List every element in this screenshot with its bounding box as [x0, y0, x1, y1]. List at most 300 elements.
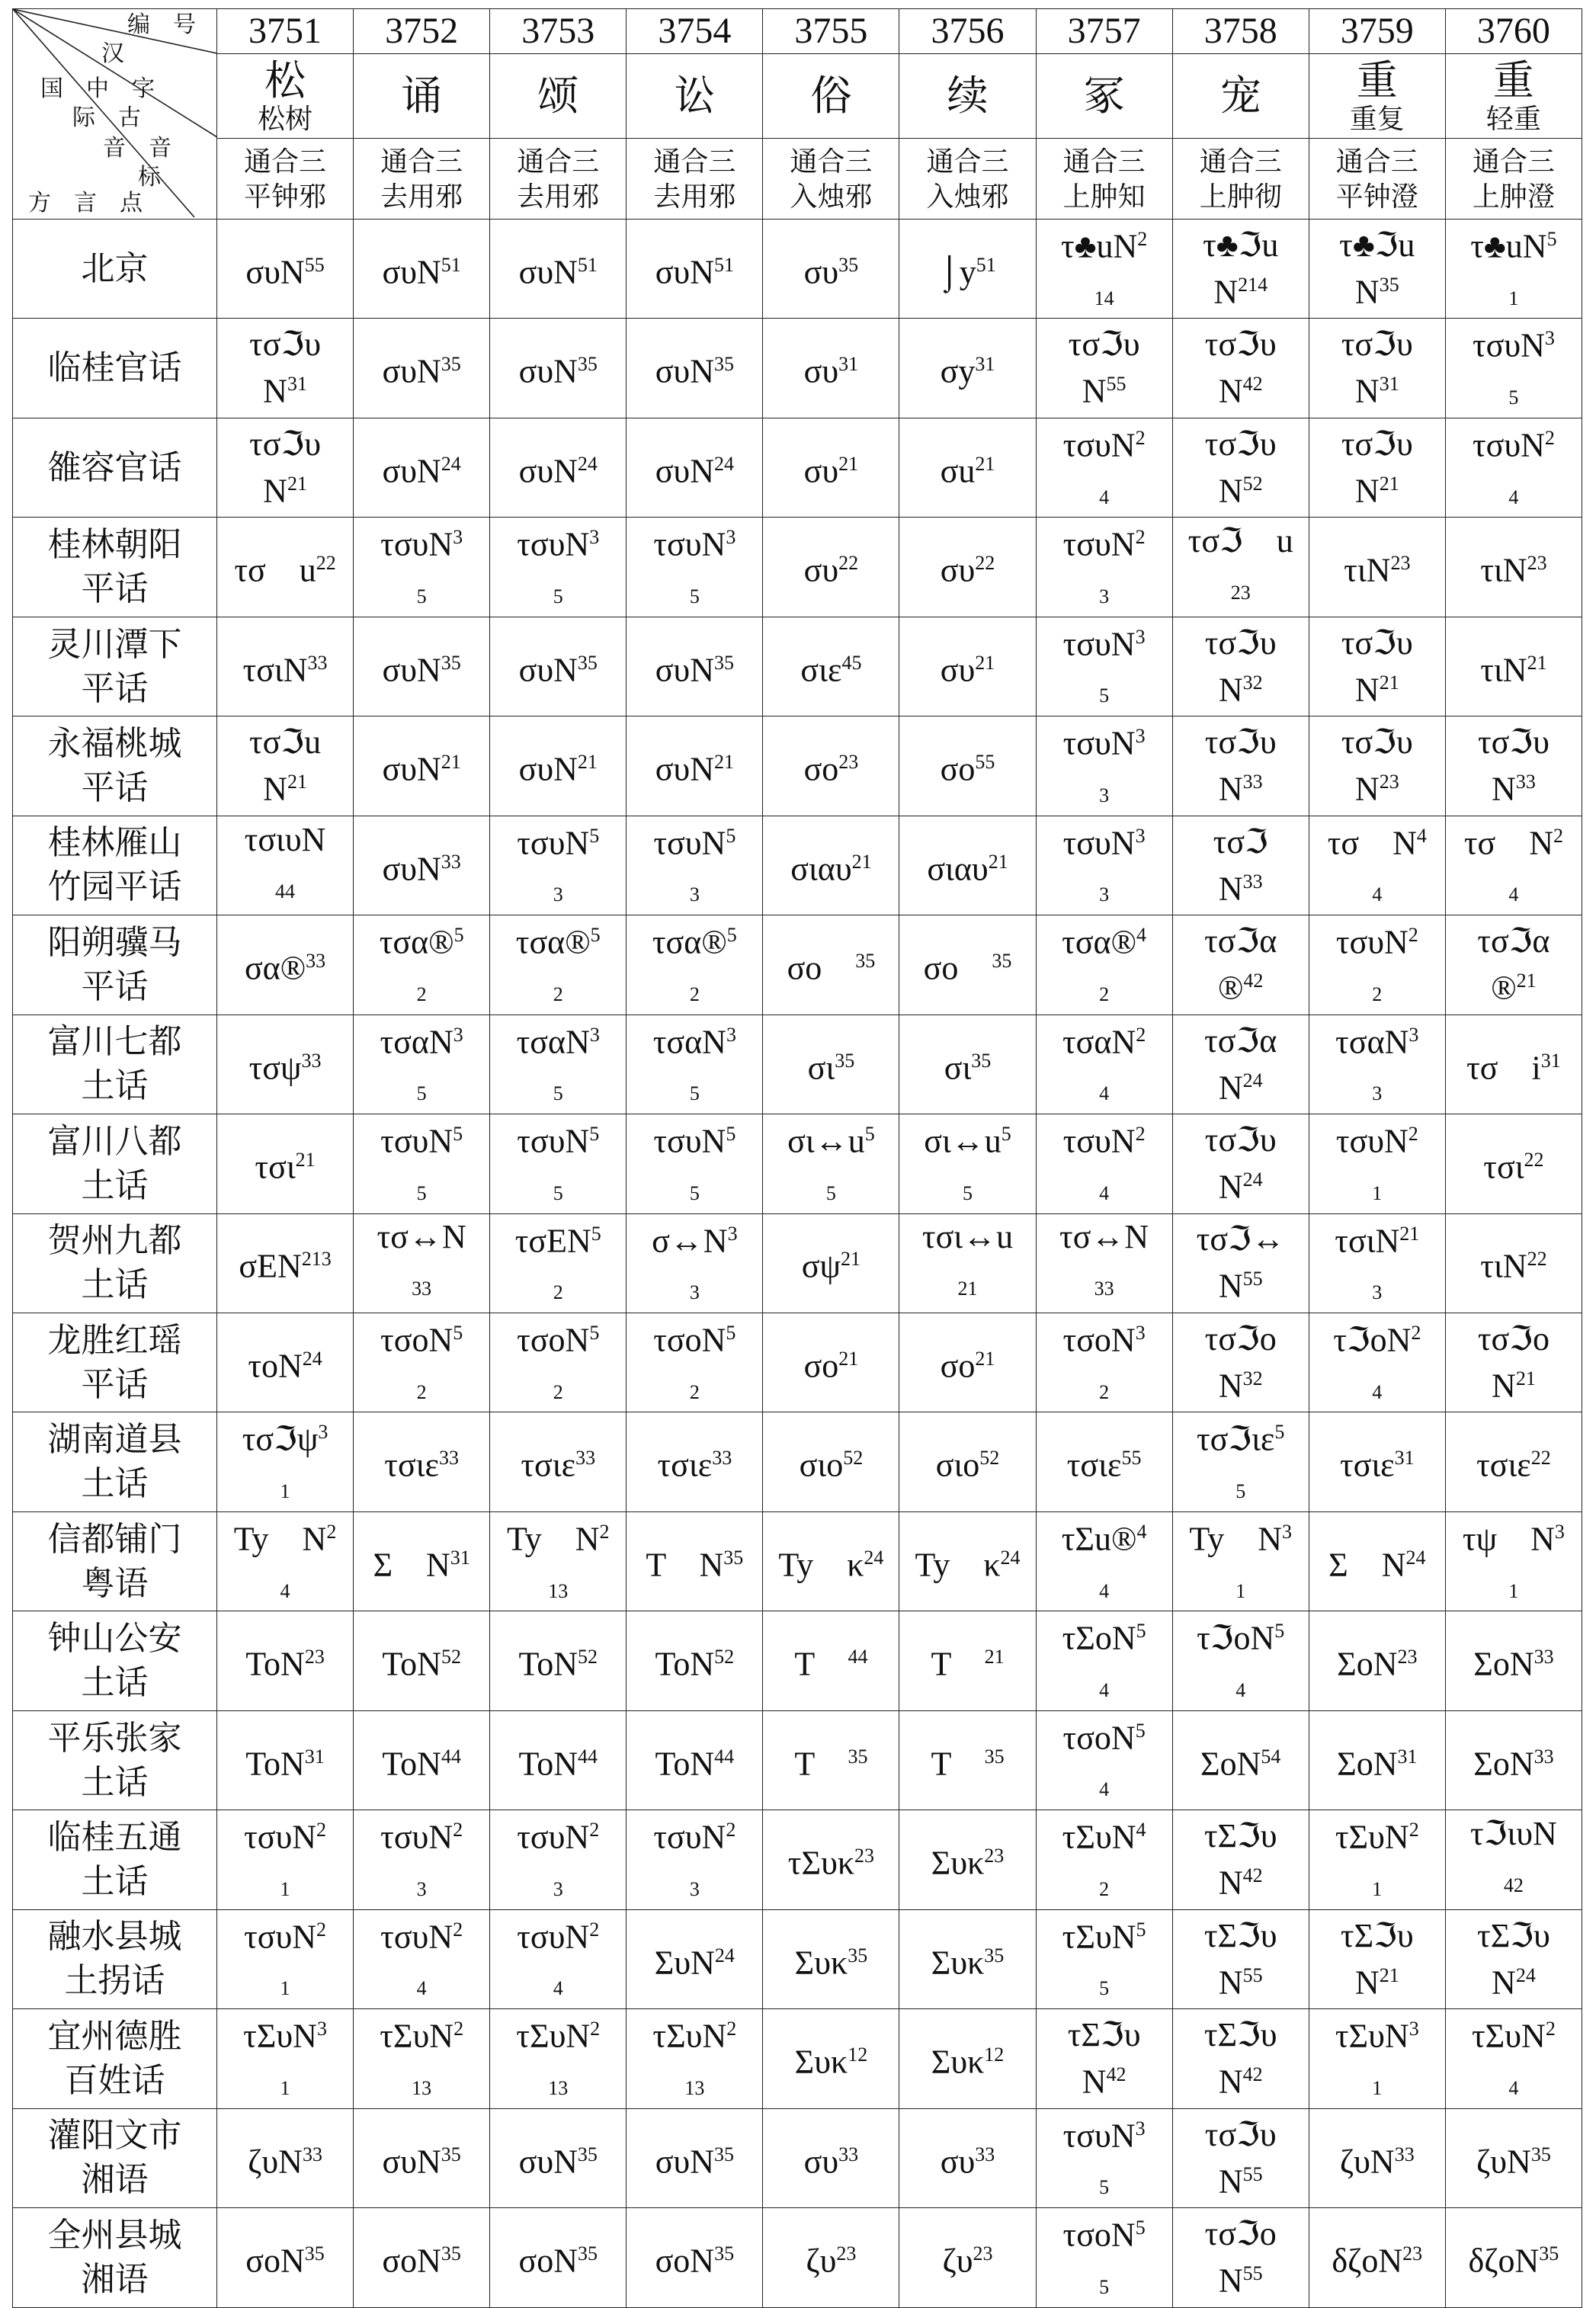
pronunciation-cell [899, 319, 1036, 418]
pronunciation-base: τσψ [248, 1049, 302, 1087]
pronunciation-cell [1309, 220, 1445, 319]
pronunciation-cell [1036, 1611, 1172, 1710]
dialect-place-line1: 阳朔骥马 [47, 922, 182, 962]
dialect-place-line1: 桂林雁山 [47, 823, 182, 863]
tone-superscript: 3 [1135, 1321, 1146, 1344]
pronunciation-cell [490, 716, 627, 816]
pronunciation-line1 [1037, 220, 1172, 267]
tone-superscript: 32 [1242, 671, 1263, 694]
tone-superscript: 21 [1515, 1367, 1536, 1390]
dialect-place-line1: 雒容官话 [47, 447, 182, 487]
pronunciation-continuation: N [1218, 1864, 1243, 1902]
pronunciation-line1 [217, 325, 353, 364]
pronunciation-line1 [1446, 2135, 1582, 2182]
pronunciation-line2 [627, 1261, 762, 1313]
tone-subscript: 4 [553, 1977, 563, 2000]
tone-superscript: 24 [577, 452, 598, 475]
tone-superscript: 21 [975, 1347, 995, 1370]
pronunciation-line1 [899, 1438, 1035, 1486]
pronunciation-line1 [627, 1015, 762, 1063]
pronunciation-cell [1445, 1909, 1582, 2008]
pronunciation-base: συN [245, 253, 305, 291]
pronunciation-line2 [1446, 1956, 1582, 2003]
tone-superscript: 22 [316, 552, 336, 575]
dialect-place-line2: 粤语 [81, 1563, 149, 1603]
pronunciation-base: τσℑυ [1204, 1120, 1277, 1159]
pronunciation-line1 [627, 245, 762, 293]
pronunciation-base: τσℑυ [1204, 325, 1277, 364]
tone-superscript: 5 [589, 824, 600, 847]
pronunciation-line1 [763, 643, 899, 691]
tone-subscript: 5 [689, 1181, 700, 1204]
pronunciation-cell [1445, 319, 1582, 418]
pronunciation-line2 [490, 1062, 626, 1114]
tone-superscript: 23 [854, 1845, 875, 1867]
pronunciation-cell [763, 2108, 899, 2207]
pronunciation-line1 [1037, 1114, 1172, 1162]
pronunciation-line1 [490, 444, 626, 492]
pronunciation-continuation: N [1218, 472, 1243, 510]
tone-superscript: 3 [589, 526, 600, 549]
tone-superscript: 31 [304, 1745, 325, 1768]
pronunciation-line2 [217, 1957, 353, 2008]
pronunciation-cell [627, 418, 763, 517]
tone-superscript: 42 [1242, 1864, 1263, 1887]
pronunciation-cell [1445, 1313, 1582, 1412]
pronunciation-cell [763, 1611, 899, 1710]
pronunciation-line1 [354, 2135, 489, 2182]
tone-subscript: 33 [1094, 1277, 1114, 1300]
tone-superscript: 31 [1379, 373, 1399, 396]
tone-superscript: 21 [1527, 651, 1547, 674]
tone-superscript: 22 [1527, 1248, 1547, 1271]
tone-superscript: 21 [441, 751, 461, 774]
pronunciation-cell [490, 518, 627, 617]
tone-superscript: 35 [984, 1745, 1005, 1768]
pronunciation-cell [627, 2208, 763, 2307]
column-class-line2: 平钟邪 [244, 181, 327, 212]
pronunciation-line1 [217, 1239, 353, 1287]
tone-subscript: 5 [963, 1181, 973, 1204]
pronunciation-base: τσυN [1335, 1122, 1409, 1160]
column-character-note: 松树 [258, 104, 313, 134]
pronunciation-line1 [1309, 1810, 1445, 1858]
tone-subscript: 5 [1508, 386, 1519, 409]
pronunciation-cell [899, 518, 1036, 617]
table-row [13, 319, 1582, 418]
pronunciation-line1 [763, 842, 899, 890]
pronunciation-cell [1036, 2108, 1172, 2207]
pronunciation-line1 [354, 742, 489, 790]
pronunciation-line2 [1037, 2055, 1172, 2102]
pronunciation-base: τσℑα [1204, 922, 1277, 960]
column-class-cell [490, 139, 627, 220]
pronunciation-cell [1172, 1213, 1309, 1313]
tone-superscript: 21 [713, 751, 734, 774]
dialect-place-line1: 富川七都 [47, 1022, 182, 1062]
pronunciation-cell [217, 716, 354, 816]
pronunciation-line2 [1173, 2254, 1309, 2301]
pronunciation-cell [490, 2208, 627, 2307]
pronunciation-base: τσℑυ [1341, 723, 1413, 761]
pronunciation-line1 [1446, 319, 1582, 366]
pronunciation-cell [763, 816, 899, 915]
tone-subscript: 5 [553, 1181, 563, 1204]
pronunciation-line1 [1309, 2135, 1445, 2182]
pronunciation-line2 [1309, 464, 1445, 511]
pronunciation-cell [1172, 1909, 1309, 2008]
pronunciation-base: τΣυκ [787, 1844, 855, 1882]
pronunciation-continuation: N [1218, 671, 1243, 709]
dialect-place-line1: 富川八都 [47, 1121, 182, 1161]
pronunciation-base: τσι [1483, 1148, 1524, 1186]
pronunciation-cell [354, 915, 490, 1015]
pronunciation-base: τιN [1344, 551, 1391, 589]
pronunciation-base: τσoN [1062, 2216, 1136, 2254]
pronunciation-line1 [627, 1438, 762, 1486]
pronunciation-line2 [354, 1858, 489, 1909]
pronunciation-line1 [627, 345, 762, 392]
pronunciation-line1 [1446, 2234, 1582, 2281]
pronunciation-cell [217, 1511, 354, 1611]
tone-subscript: 1 [1372, 1181, 1383, 1204]
pronunciation-line2 [1173, 561, 1309, 613]
pronunciation-line1 [1309, 723, 1445, 762]
pronunciation-base: τιN [1480, 651, 1527, 689]
pronunciation-base: Σ N [373, 1546, 450, 1584]
pronunciation-base: τσℑο [1204, 1319, 1277, 1358]
pronunciation-base: ζυN [1476, 2143, 1531, 2181]
pronunciation-line1 [899, 2035, 1035, 2082]
tone-superscript: 3 [1544, 327, 1555, 350]
pronunciation-line2 [1037, 2255, 1172, 2307]
pronunciation-line1 [1446, 1737, 1582, 1784]
pronunciation-base: σιο [799, 1446, 844, 1484]
pronunciation-cell [1309, 716, 1445, 816]
tone-superscript: 51 [577, 253, 598, 276]
tone-superscript: 33 [1242, 771, 1263, 793]
dialect-place-cell [13, 1114, 217, 1213]
tone-superscript: 31 [1540, 1049, 1561, 1072]
tone-superscript: 2 [1135, 426, 1146, 449]
column-class-line1: 通合三 [1472, 146, 1555, 177]
pronunciation-base: τσ↔N [377, 1218, 466, 1256]
pronunciation-line2 [217, 464, 353, 511]
pronunciation-line2 [354, 1062, 489, 1114]
pronunciation-cell [354, 518, 490, 617]
pronunciation-cell [899, 617, 1036, 716]
tone-superscript: 2 [590, 2018, 601, 2040]
column-class-cell [1309, 139, 1445, 220]
pronunciation-line1 [1037, 2015, 1172, 2055]
tone-superscript: 2 [1135, 1123, 1146, 1146]
pronunciation-line2 [217, 762, 353, 809]
tone-subscript: 4 [1099, 1579, 1110, 1602]
pronunciation-cell [899, 816, 1036, 915]
pronunciation-cell [1172, 617, 1309, 716]
dialect-place-line1: 临桂官话 [47, 348, 182, 388]
pronunciation-line1 [217, 2009, 353, 2056]
corner-label-dialect-point: 方 言 点 [28, 191, 143, 216]
pronunciation-base: τΣℑυ [1340, 1916, 1414, 1954]
pronunciation-line2 [899, 1257, 1035, 1309]
pronunciation-line2 [1037, 1062, 1172, 1114]
pronunciation-continuation: N [1218, 2162, 1243, 2201]
tone-superscript: 5 [1546, 228, 1557, 250]
pronunciation-line1 [1173, 1916, 1309, 1956]
pronunciation-line1 [490, 1737, 626, 1784]
tone-superscript: 24 [1242, 1168, 1263, 1191]
tone-superscript: 35 [848, 1745, 868, 1768]
pronunciation-base: ΣoN [1337, 1645, 1398, 1683]
pronunciation-line2 [490, 863, 626, 915]
pronunciation-line1 [627, 2135, 762, 2182]
pronunciation-line2 [1309, 1361, 1445, 1412]
dialect-place-cell [13, 1710, 217, 1810]
tone-superscript: 35 [441, 2242, 461, 2265]
column-class-line2: 入烛邪 [790, 181, 873, 212]
pronunciation-line1 [1309, 1114, 1445, 1162]
tone-superscript: 35 [713, 651, 734, 674]
dialect-place-line1: 桂林朝阳 [47, 525, 182, 565]
pronunciation-base: σι [807, 1049, 835, 1087]
pronunciation-cell [217, 2108, 354, 2207]
pronunciation-base: τσℑα [1204, 1021, 1277, 1059]
pronunciation-line1 [1173, 1611, 1309, 1659]
pronunciation-cell [1445, 1015, 1582, 1114]
tone-subscript: 4 [1099, 1082, 1110, 1105]
pronunciation-line1 [1446, 1041, 1582, 1088]
pronunciation-cell [1445, 418, 1582, 517]
tone-superscript: 5 [1136, 1918, 1146, 1941]
tone-subscript: 2 [553, 1281, 563, 1303]
pronunciation-line1 [1173, 2214, 1309, 2254]
column-class-line1: 通合三 [380, 146, 463, 177]
dialect-place-cell [13, 418, 217, 517]
pronunciation-cell [1036, 2208, 1172, 2307]
pronunciation-cell [763, 2009, 899, 2108]
tone-superscript: 2 [1544, 426, 1555, 449]
pronunciation-line1 [899, 2135, 1035, 2182]
tone-superscript: 21 [1379, 671, 1399, 694]
pronunciation-cell [1172, 1313, 1309, 1412]
pronunciation-line1 [1446, 1916, 1582, 1956]
pronunciation-continuation: N [1492, 1963, 1516, 2002]
pronunciation-cell [1036, 1909, 1172, 2008]
pronunciation-base: τσυN [517, 1918, 590, 1956]
pronunciation-base: τσ N [1327, 824, 1417, 862]
pronunciation-continuation: N [1082, 373, 1107, 410]
pronunciation-line2 [1173, 464, 1309, 511]
pronunciation-cell [763, 915, 899, 1015]
column-character-cell [1309, 54, 1445, 139]
tone-superscript: 55 [1242, 1268, 1263, 1290]
pronunciation-line1 [217, 2234, 353, 2281]
tone-superscript: 42 [1242, 373, 1263, 396]
pronunciation-line1 [1446, 1637, 1582, 1685]
tone-subscript: 3 [689, 1281, 700, 1303]
pronunciation-line1 [490, 2234, 626, 2281]
pronunciation-cell [1445, 1511, 1582, 1611]
tone-superscript: 21 [975, 452, 995, 475]
column-number-cell: 3758 [1172, 9, 1309, 54]
tone-superscript: 2 [1409, 1819, 1419, 1842]
pronunciation-line2 [1173, 364, 1309, 412]
pronunciation-line1 [899, 543, 1035, 591]
dialect-place-cell [13, 915, 217, 1015]
pronunciation-base: τℑoN [1333, 1321, 1412, 1359]
pronunciation-cell [1445, 518, 1582, 617]
pronunciation-line2 [1173, 1460, 1309, 1511]
pronunciation-line1 [1309, 2234, 1445, 2281]
pronunciation-base: τΣℑυ [1203, 2016, 1277, 2054]
pronunciation-base: τσ i [1466, 1049, 1541, 1087]
pronunciation-base: τσℑυ [249, 425, 321, 463]
pronunciation-line1 [354, 1217, 489, 1257]
column-character-cell [899, 54, 1036, 139]
column-character: 诵 [401, 73, 443, 119]
pronunciation-base: συN [382, 452, 441, 490]
pronunciation-line1 [1037, 1810, 1172, 1858]
pronunciation-base: τσυN [653, 824, 726, 862]
pronunciation-cell [1036, 220, 1172, 319]
table-row [13, 1710, 1582, 1810]
pronunciation-line2 [1173, 2055, 1309, 2102]
tone-superscript: 24 [1242, 1069, 1263, 1091]
tone-subscript: 14 [1094, 287, 1114, 309]
tone-superscript: 3 [1135, 824, 1146, 847]
pronunciation-cell [354, 1412, 490, 1511]
pronunciation-continuation: N [263, 472, 287, 510]
pronunciation-line2 [1446, 366, 1582, 418]
tone-superscript: 35 [713, 2143, 734, 2165]
pronunciation-line2 [1037, 1361, 1172, 1412]
pronunciation-line1 [217, 723, 353, 762]
pronunciation-line1 [354, 1438, 489, 1486]
pronunciation-base: συN [518, 2143, 578, 2181]
tone-subscript: 1 [280, 1479, 290, 1502]
pronunciation-cell [1309, 418, 1445, 517]
pronunciation-line2 [1037, 267, 1172, 319]
table-row [13, 617, 1582, 716]
pronunciation-line2 [1173, 862, 1309, 909]
pronunciation-line1 [490, 1910, 626, 1957]
pronunciation-line1 [1446, 2009, 1582, 2056]
tone-subscript: 4 [1508, 883, 1519, 906]
pronunciation-line1 [217, 1810, 353, 1858]
tone-superscript: 35 [714, 2242, 735, 2265]
pronunciation-cell [899, 2009, 1036, 2108]
dialect-place-line2: 湘语 [81, 2259, 149, 2299]
pronunciation-cell [1172, 220, 1309, 319]
pronunciation-cell [763, 1015, 899, 1114]
tone-subscript: 4 [1372, 883, 1383, 906]
pronunciation-base: σιο [935, 1446, 980, 1484]
pronunciation-line2 [627, 2056, 762, 2108]
column-character-note: 重复 [1349, 104, 1405, 134]
pronunciation-cell [490, 1412, 627, 1511]
column-class-line1: 通合三 [790, 146, 873, 177]
tone-superscript: 33 [302, 2143, 322, 2165]
tone-subscript: 5 [1099, 2176, 1110, 2199]
pronunciation-cell [1036, 617, 1172, 716]
pronunciation-line1 [1173, 1120, 1309, 1160]
pronunciation-base: τσι↔u [921, 1218, 1014, 1256]
pronunciation-base: συN [655, 750, 714, 788]
pronunciation-base: τΣυN [1471, 2017, 1546, 2055]
pronunciation-base: τσιN [1335, 1222, 1400, 1260]
column-class-cell [354, 139, 490, 220]
tone-subscript: 1 [1508, 287, 1519, 309]
tone-superscript: 23 [984, 1845, 1005, 1867]
pronunciation-base: τιN [1480, 1248, 1527, 1286]
pronunciation-cell [217, 220, 354, 319]
pronunciation-line2 [1446, 1359, 1582, 1406]
tone-superscript: 44 [714, 1745, 735, 1768]
pronunciation-cell [763, 1511, 899, 1611]
pronunciation-base: τσυN [380, 1818, 453, 1856]
pronunciation-line2 [627, 1062, 762, 1114]
pronunciation-base: τσιυN [244, 820, 326, 858]
pronunciation-cell [1445, 1611, 1582, 1710]
dialect-place-cell [13, 1213, 217, 1313]
tone-superscript: 35 [1530, 2143, 1551, 2165]
pronunciation-line2 [1173, 762, 1309, 809]
tone-superscript: 5 [726, 1321, 736, 1344]
column-character: 松 [264, 58, 306, 104]
pronunciation-base: Σ N [1328, 1546, 1406, 1584]
pronunciation-line1 [1037, 325, 1172, 364]
table-row [13, 2009, 1582, 2108]
pronunciation-base: ΣoN [1200, 1745, 1261, 1783]
tone-superscript: 2 [1411, 1321, 1421, 1344]
tone-superscript: 24 [1000, 1546, 1021, 1569]
tone-superscript: 35 [723, 1546, 744, 1569]
tone-superscript: 3 [1135, 725, 1146, 748]
pronunciation-base: Συκ [931, 1844, 985, 1882]
pronunciation-line1 [763, 1438, 899, 1486]
pronunciation-base: τΣℑυ [1203, 1817, 1277, 1855]
pronunciation-cell [899, 2108, 1036, 2207]
pronunciation-line1 [1173, 2015, 1309, 2055]
pronunciation-base: συN [655, 2143, 714, 2181]
pronunciation-base: T [931, 1645, 985, 1683]
tone-subscript: 2 [1099, 1380, 1110, 1403]
pronunciation-base: τσυN [1062, 426, 1136, 464]
pronunciation-line1 [354, 1313, 489, 1361]
pronunciation-line2 [1309, 1956, 1445, 2003]
pronunciation-base: τσαN [380, 1023, 453, 1061]
pronunciation-cell [1172, 1511, 1309, 1611]
tone-subscript: 4 [1099, 1778, 1110, 1801]
pronunciation-line1 [354, 2009, 489, 2056]
pronunciation-line1 [354, 245, 489, 293]
pronunciation-line1 [490, 1810, 626, 1858]
tone-superscript: 45 [841, 651, 862, 674]
pronunciation-line2 [1173, 1061, 1309, 1108]
pronunciation-line1 [763, 1737, 899, 1784]
pronunciation-base: ToN [382, 1645, 441, 1683]
pronunciation-base: σoN [382, 2242, 441, 2280]
pronunciation-base: δζoN [1468, 2242, 1540, 2280]
pronunciation-base: τσυN [1062, 1122, 1136, 1160]
tone-superscript: 2 [1136, 1023, 1146, 1046]
pronunciation-line1 [1173, 425, 1309, 464]
pronunciation-base: τσυN [380, 526, 453, 564]
pronunciation-base: τσℑ u [1187, 522, 1293, 560]
pronunciation-line1 [490, 1438, 626, 1486]
pronunciation-base: τσυN [517, 824, 590, 862]
